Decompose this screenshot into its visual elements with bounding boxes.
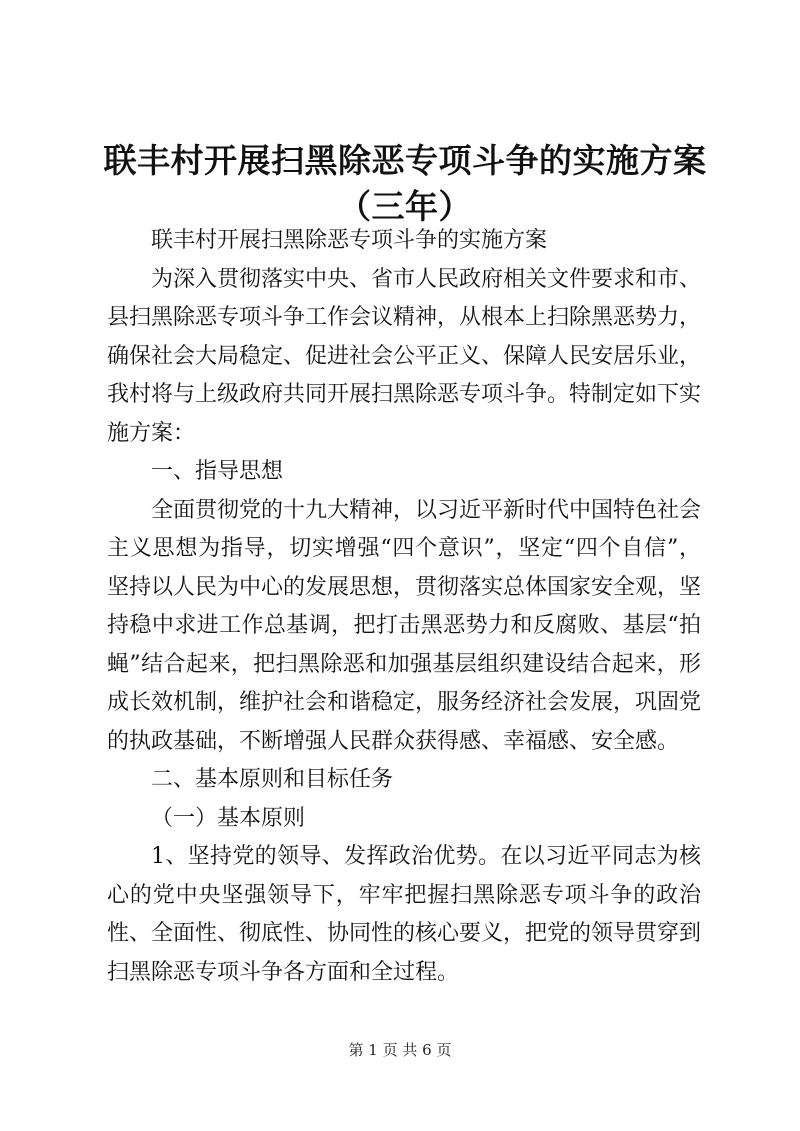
page-footer: 第 1 页 共 6 页 (348, 1041, 452, 1059)
intro-paragraph: 为深入贯彻落实中央、省市人民政府相关文件要求和市、县扫黑除恶专项斗争工作会议精神，从根本上扫除黑恶势力，确保社会大局稳定、促进社会公平正义、保障人民安居乐业，我村将与上级政府共同开展扫黑除恶专项斗争。特制定如下实施方案： (107, 266, 702, 446)
section-heading-guiding-thought: 一、指导思想 (151, 459, 284, 484)
principle-1-paragraph: 1、坚持党的领导、发挥政治优势。在以习近平同志为核心的党中央坚强领导下，牢牢把握扫黑除恶专项斗争的政治性、全面性、彻底性、协同性的核心要义，把党的领导贯穿到扫黑除恶专项斗争各方面和全过程。 (107, 844, 702, 985)
document-body (107, 222, 701, 992)
subtitle-paragraph: 联丰村开展扫黑除恶专项斗争的实施方案 (151, 228, 548, 253)
section-heading-principles: 二、基本原则和目标任务 (151, 767, 394, 792)
subsection-heading-basic-principles: （一）基本原则 (151, 805, 306, 831)
guiding-thought-paragraph: 全面贯彻党的十九大精神，以习近平新时代中国特色社会主义思想为指导，切实增强“四个意识”，坚定“四个自信”，坚持以人民为中心的发展思想，贯彻落实总体国家安全观，坚持稳中求进工作总基调，把打击黑恶势力和反腐败、基层“拍蝇”结合起来，把扫黑除恶和加强基层组织建设结合起来，形成长效机制，维护社会和谐稳定，服务经济社会发展，巩固党的执政基础，不断增强人民群众获得感、幸福感、安全感。 (107, 497, 702, 754)
document-title: 联丰村开展扫黑除恶专项斗争的实施方案（三年） (103, 141, 707, 226)
